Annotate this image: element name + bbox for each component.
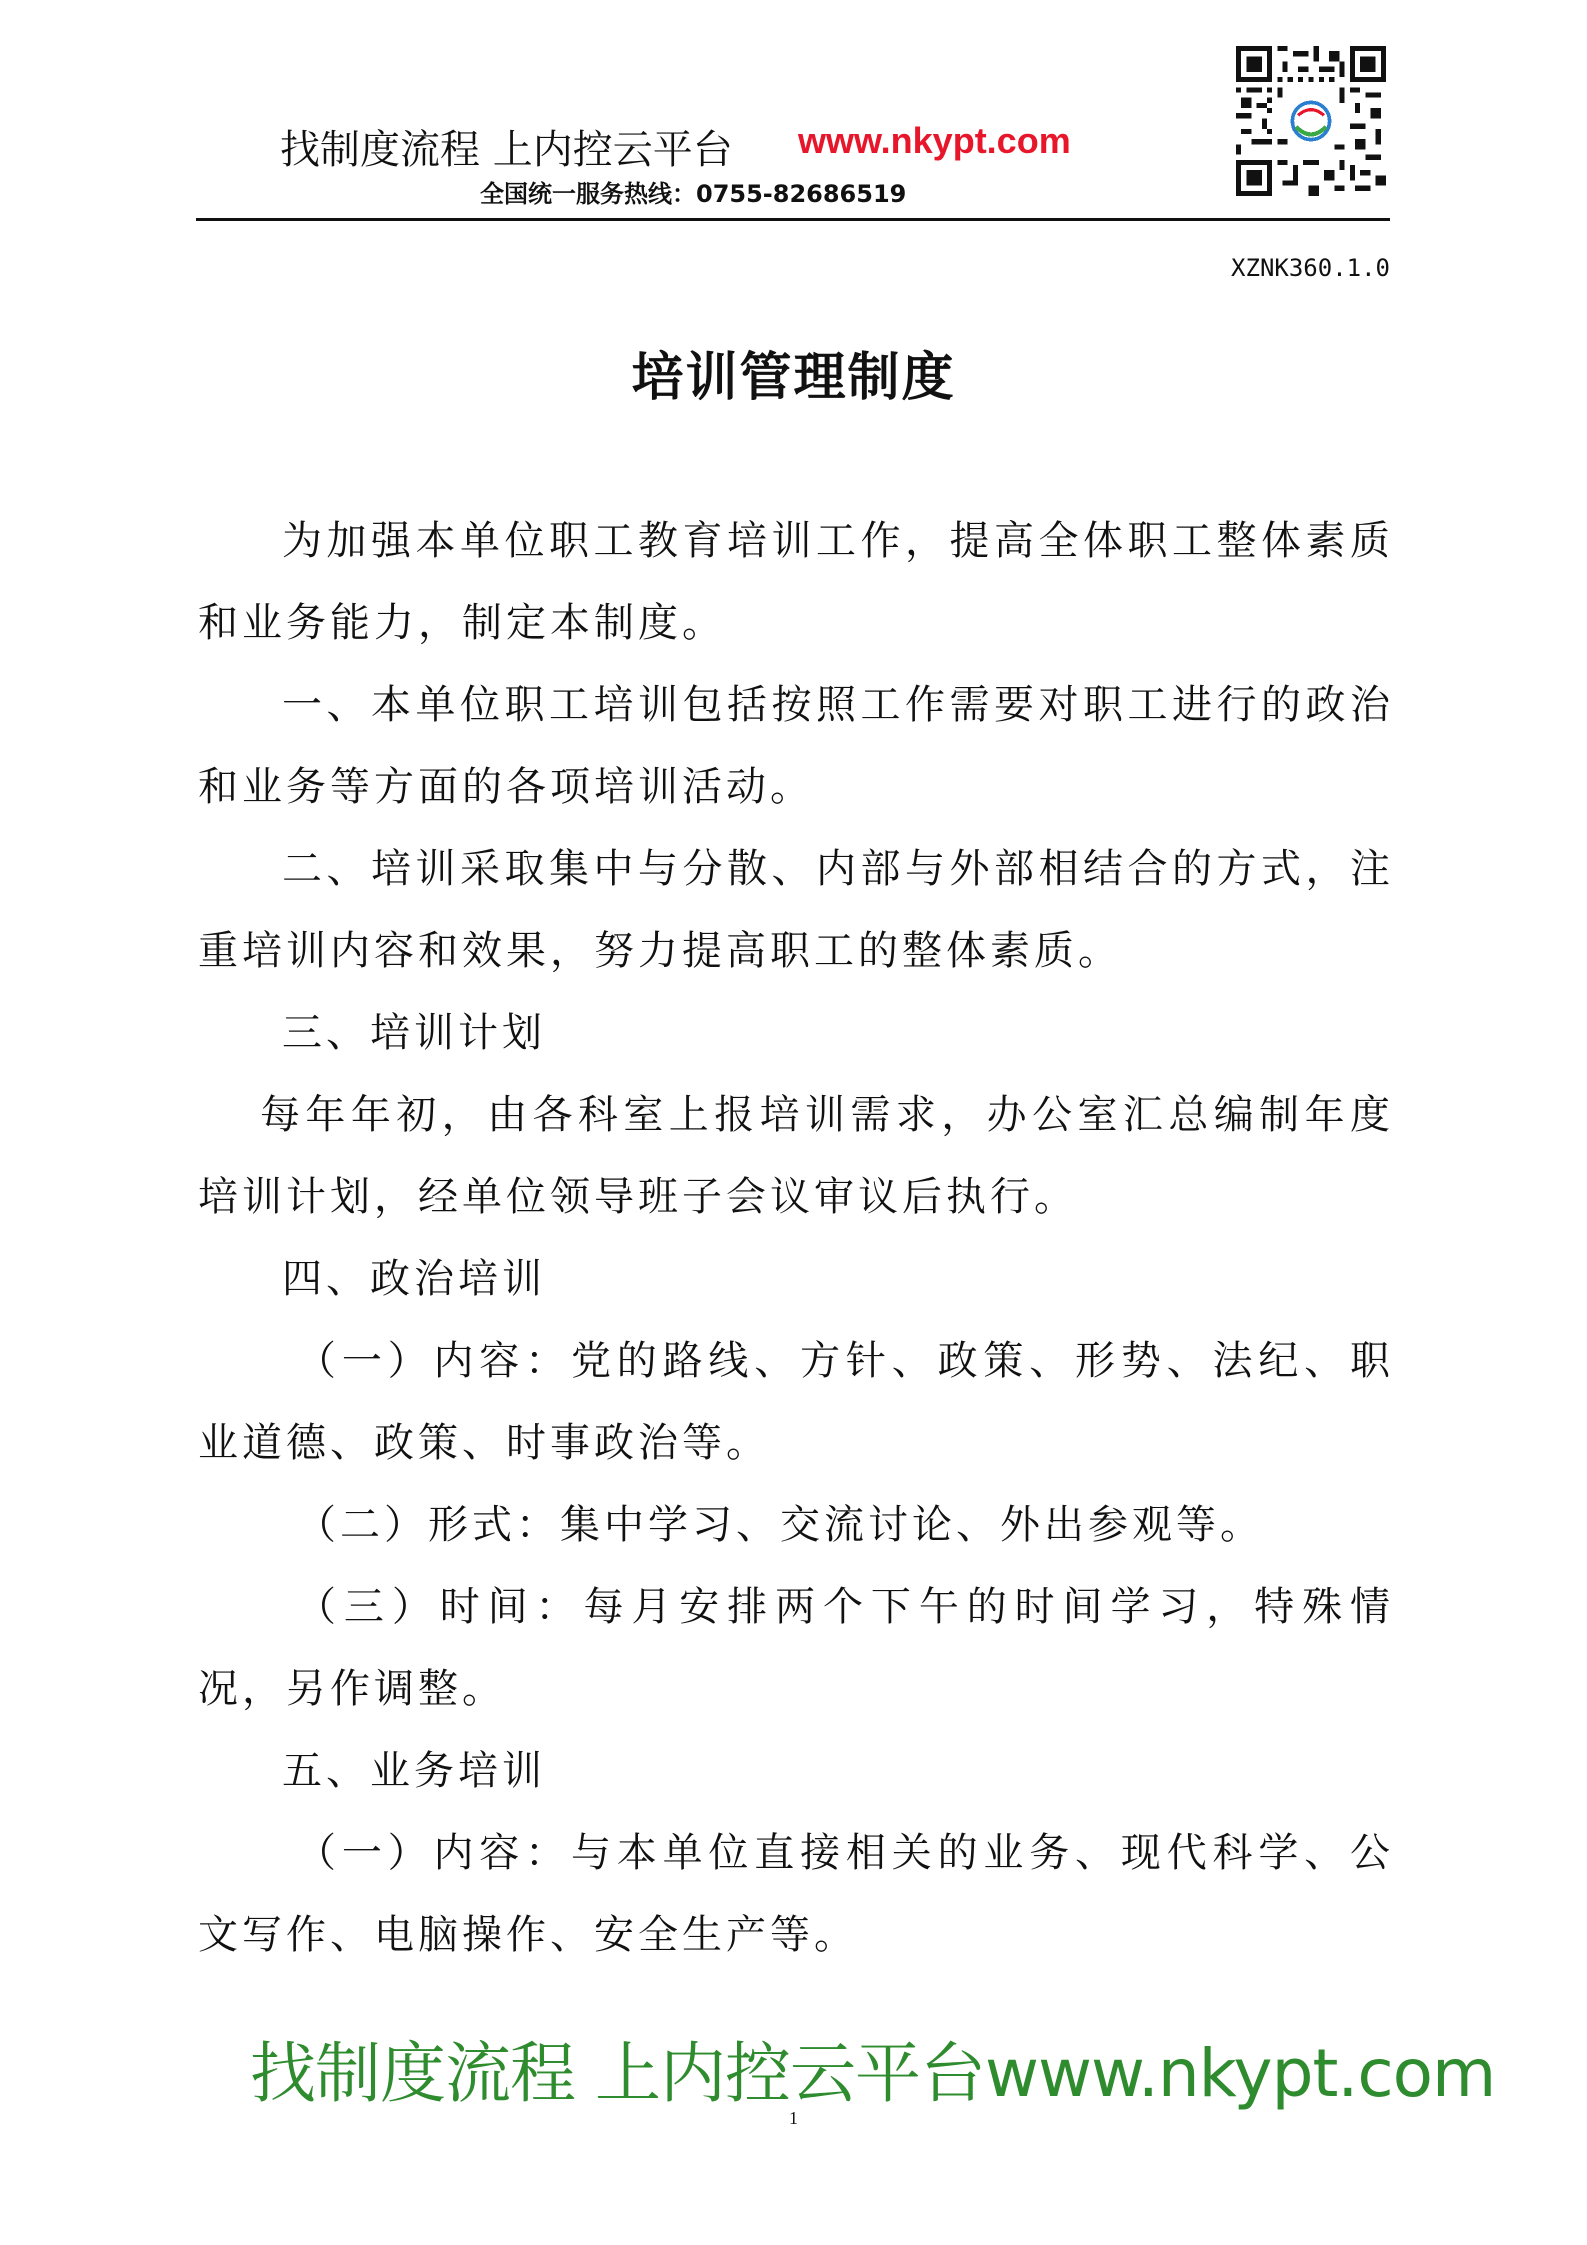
header-divider <box>196 218 1390 221</box>
paragraph-political-form: （二）形式：集中学习、交流讨论、外出参观等。 <box>296 1502 1264 1548</box>
qr-code-icon <box>1236 46 1386 196</box>
header-slogan: 找制度流程 上内控云平台 <box>280 127 733 173</box>
paragraph-training-plan: 每年年初，由各科室上报培训需求，办公室汇总编制年度培训计划，经单位领导班子会议审议后执行。 <box>198 1092 1394 1220</box>
heading-section-5: 五、业务培训 <box>282 1748 546 1794</box>
paragraph-political-content: （一）内容：党的路线、方针、政策、形势、法纪、职业道德、政策、时事政治等。 <box>198 1338 1394 1466</box>
document-title: 培训管理制度 <box>631 348 956 408</box>
header-hotline: 全国统一服务热线：0755-82686519 <box>480 180 907 208</box>
page-number: 1 <box>789 2108 798 2128</box>
paragraph-section-2: 二、培训采取集中与分散、内部与外部相结合的方式，注重培训内容和效果，努力提高职工的整体素质。 <box>198 846 1394 974</box>
heading-section-4: 四、政治培训 <box>282 1256 546 1302</box>
document-body <box>198 500 1394 1976</box>
paragraph-intro: 为加强本单位职工教育培训工作，提高全体职工整体素质和业务能力，制定本制度。 <box>198 518 1394 646</box>
footer-brand-watermark: 找制度流程 上内控云平台www.nkypt.com <box>250 2035 1496 2112</box>
heading-section-3: 三、培训计划 <box>282 1010 546 1056</box>
document-code: XZNK360.1.0 <box>1231 254 1390 282</box>
header-url-link[interactable]: www.nkypt.com <box>798 120 1071 161</box>
paragraph-business-content: （一）内容：与本单位直接相关的业务、现代科学、公文写作、电脑操作、安全生产等。 <box>198 1830 1394 1958</box>
paragraph-political-time: （三）时间：每月安排两个下午的时间学习，特殊情况，另作调整。 <box>198 1584 1394 1712</box>
paragraph-section-1: 一、本单位职工培训包括按照工作需要对职工进行的政治和业务等方面的各项培训活动。 <box>198 682 1394 810</box>
